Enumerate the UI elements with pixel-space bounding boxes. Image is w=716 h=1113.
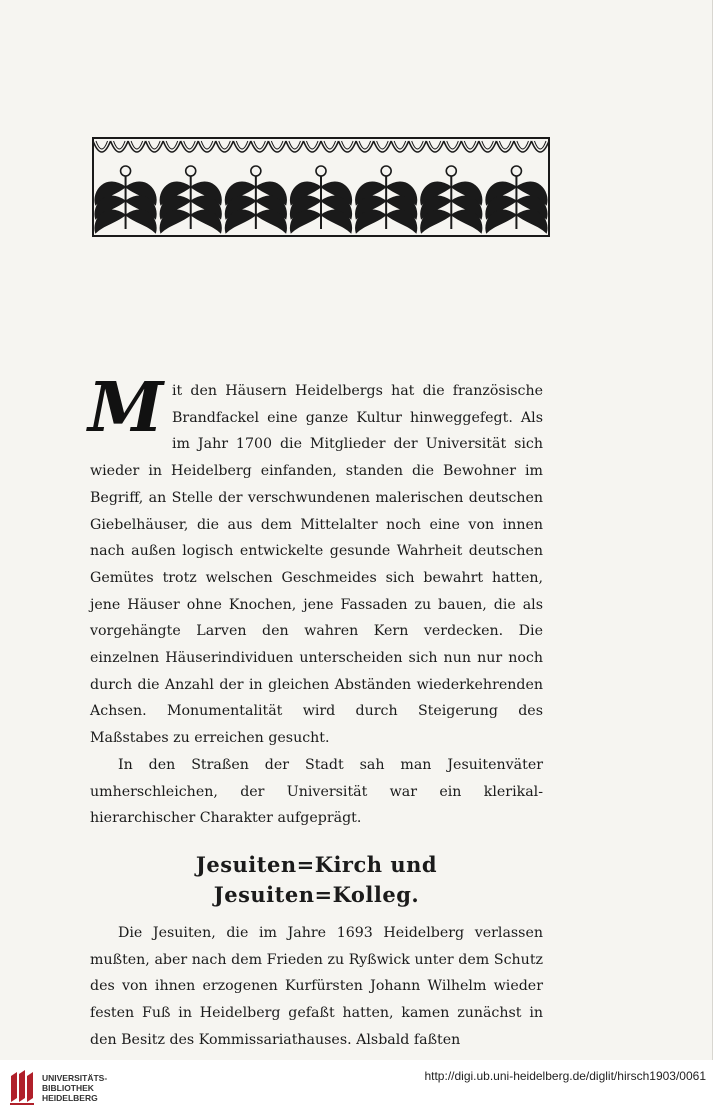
paragraph-3: Die Jesuiten, die im Jahre 1693 Heidelberg verlassen mußten, aber nach dem Frieden zu Ryßwick unter dem Schutz des von ihnen erzogenen Kurfürsten Johann Wilhelm wieder festen Fuß in Heidelberg gefaßt hatten, kamen zunächst in den Besitz des Kommissariathauses. Alsbald faßten xyxy=(90,924,543,1048)
section-heading: Jesuiten=Kirch und Jesuiten=Kolleg. xyxy=(195,851,438,907)
paragraph-1-text: it den Häusern Heidelbergs hat die französische Brandfackel eine ganze Kultur hinweggefegt. Als im Jahr 1700 die Mitglieder der Universität sich wieder in Heidelberg einfanden, standen die Bewohner im Begriff, an Stelle der verschwundenen malerischen deutschen Giebelhäuser, die aus dem Mittelalter noch eine von innen nach außen logisch entwickelte gesunde Wahrheit deutschen Gemütes trotz welschen Geschmeides sich bewahrt hatten, jene Häuser ohne Knochen, jene Fassaden zu bauen, die als vorgehängte Larven den wahren Kern verdecken. Die einzelnen Häuserindividuen unterscheiden sich nun nur noch durch die Anzahl der in gleichen Abständen wiederkehrenden Achsen. Monumentalität wird durch Steigerung des Maßstabes zu erreichen gesucht. xyxy=(90,383,543,747)
library-line-1: UNIVERSITÄTS- xyxy=(42,1073,108,1083)
footer-bar xyxy=(0,1060,716,1113)
library-line-2: BIBLIOTHEK xyxy=(42,1083,94,1093)
library-logo-icon xyxy=(8,1068,36,1106)
body-text xyxy=(88,368,543,1053)
source-url-link[interactable]: http://digi.ub.uni-heidelberg.de/diglit/hirsch1903/0061 xyxy=(424,1069,706,1083)
library-line-3: HEIDELBERG xyxy=(42,1093,98,1103)
paragraph-2: In den Straßen der Stadt sah man Jesuitenväter umherschleichen, der Universität war ein klerikal-hierarchischer Charakter aufgeprägt. xyxy=(90,756,543,827)
paragraph-1 xyxy=(88,368,543,752)
library-name xyxy=(42,1073,107,1103)
dropcap: M xyxy=(88,368,164,448)
floral-ornament-band xyxy=(92,137,550,237)
ornament-graphic xyxy=(92,137,550,237)
